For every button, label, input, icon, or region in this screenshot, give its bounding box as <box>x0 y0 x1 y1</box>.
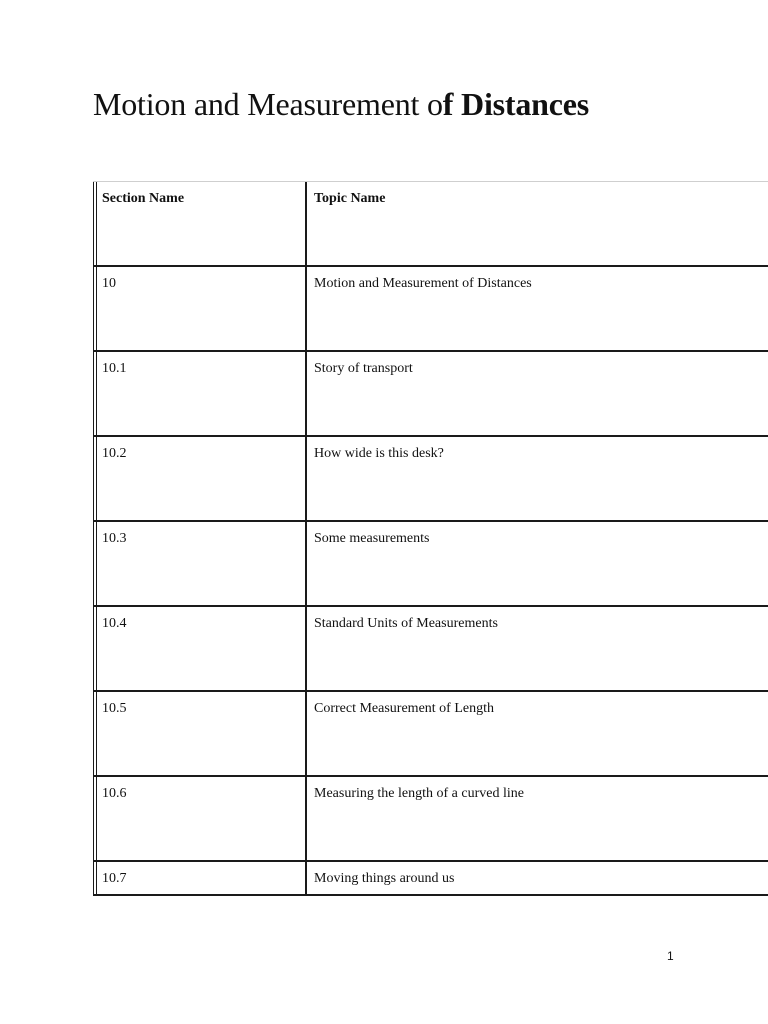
topic-name: Measuring the length of a curved line <box>314 786 524 801</box>
table-row <box>93 777 768 862</box>
table-header-row <box>93 182 768 267</box>
column-divider <box>305 437 307 520</box>
column-divider <box>305 182 307 265</box>
section-number: 10.3 <box>102 531 127 546</box>
header-topic-name: Topic Name <box>314 191 386 206</box>
topic-name: Correct Measurement of Length <box>314 701 494 716</box>
table-row <box>93 607 768 692</box>
table-row <box>93 862 768 896</box>
header-section-name: Section Name <box>102 191 185 206</box>
table-row <box>93 267 768 352</box>
section-number: 10.5 <box>102 701 127 716</box>
column-divider <box>305 777 307 860</box>
topic-name: Story of transport <box>314 361 413 376</box>
section-number: 10 <box>102 276 116 291</box>
topic-name: Moving things around us <box>314 871 455 886</box>
table-row <box>93 692 768 777</box>
title-bold-part: f Distances <box>442 86 590 122</box>
column-divider <box>305 862 307 894</box>
topic-name: Standard Units of Measurements <box>314 616 498 631</box>
section-number: 10.2 <box>102 446 127 461</box>
section-number: 10.4 <box>102 616 127 631</box>
title-regular-part: Motion and Measurement o <box>93 86 443 122</box>
column-divider <box>305 352 307 435</box>
page-number: 1 <box>667 949 674 963</box>
column-divider <box>305 267 307 350</box>
table-row <box>93 437 768 522</box>
section-number: 10.6 <box>102 786 127 801</box>
topic-name: Some measurements <box>314 531 430 546</box>
topic-name: Motion and Measurement of Distances <box>314 276 532 291</box>
column-divider <box>305 522 307 605</box>
section-number: 10.1 <box>102 361 127 376</box>
topics-table <box>93 181 768 896</box>
topic-name: How wide is this desk? <box>314 446 444 461</box>
section-number: 10.7 <box>102 871 127 886</box>
table-row <box>93 352 768 437</box>
table-row <box>93 522 768 607</box>
column-divider <box>305 692 307 775</box>
document-title <box>93 86 589 123</box>
column-divider <box>305 607 307 690</box>
